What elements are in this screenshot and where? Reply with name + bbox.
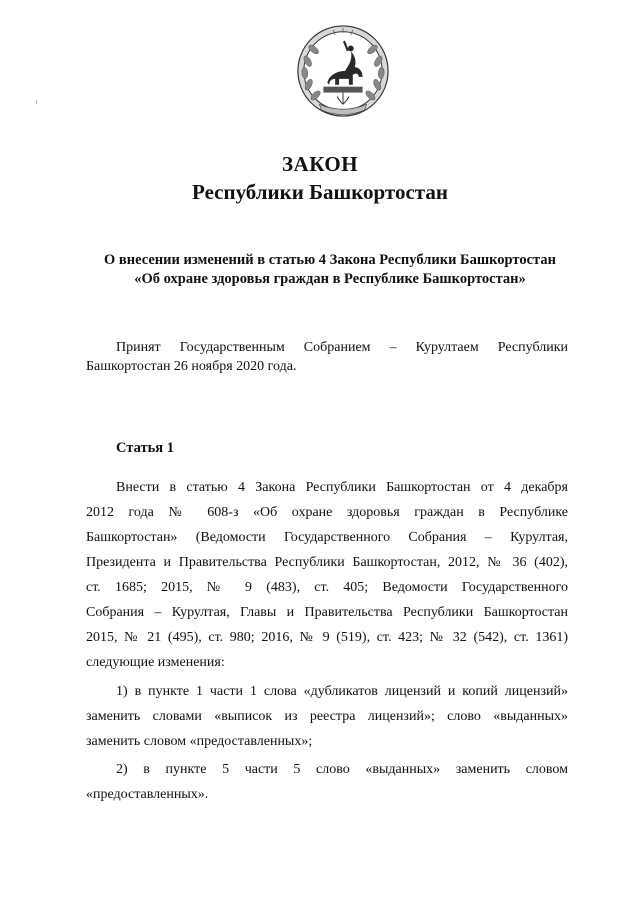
- article-line: следующие изменения:: [86, 655, 225, 670]
- article-title: Статья 1: [116, 440, 174, 456]
- scan-mark: [36, 100, 37, 104]
- item-2-line: «предоставленных».: [86, 787, 209, 802]
- item-1-line: заменить словами «выписок из реестра лицензий»; слово «выданных»: [86, 709, 568, 724]
- coat-of-arms-icon: [294, 22, 392, 120]
- document-subject-line: «Об охране здоровья граждан в Республике Башкортостан»: [134, 271, 526, 287]
- article-line: 2012 года № 608-з «Об охране здоровья граждан в Республике: [86, 505, 568, 520]
- article-line: Президента и Правительства Республики Башкортостан, 2012, № 36 (402),: [86, 555, 568, 570]
- item-1-line: заменить словом «предоставленных»;: [86, 734, 313, 749]
- article-line: Собрания – Курултая, Главы и Правительства Республики Башкортостан: [86, 605, 568, 620]
- article-line: Башкортостан» (Ведомости Государственного Собрания – Курултая,: [86, 530, 568, 545]
- document-title-republic: Республики Башкортостан: [192, 180, 448, 204]
- item-2-line: 2) в пункте 5 части 5 слово «выданных» заменить словом: [116, 762, 568, 777]
- article-line: ст. 1685; 2015, № 9 (483), ст. 405; Ведомости Государственного: [86, 580, 568, 595]
- item-1-line: 1) в пункте 1 части 1 слова «дубликатов лицензий и копий лицензий»: [116, 684, 568, 699]
- adopted-line: Башкортостан 26 ноября 2020 года.: [86, 359, 297, 374]
- adopted-line: Принят Государственным Собранием – Курултаем Республики: [116, 340, 568, 355]
- article-line: Внести в статью 4 Закона Республики Башкортостан от 4 декабря: [116, 480, 568, 495]
- document-subject-line: О внесении изменений в статью 4 Закона Республики Башкортостан: [104, 252, 556, 268]
- article-line: 2015, № 21 (495), ст. 980; 2016, № 9 (519), ст. 423; № 32 (542), ст. 1361): [86, 630, 568, 645]
- document-title: ЗАКОН: [281, 152, 359, 176]
